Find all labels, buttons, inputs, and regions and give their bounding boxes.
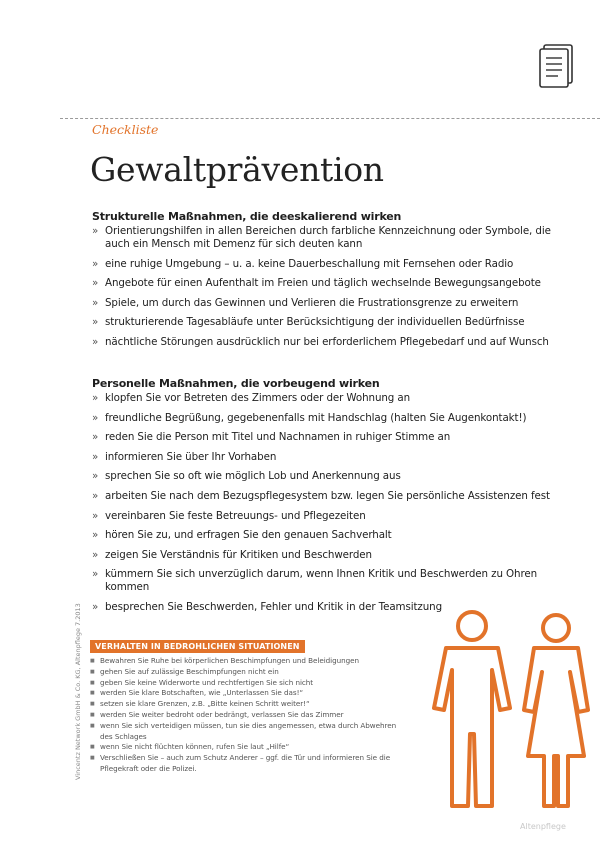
list-item: » arbeiten Sie nach dem Bezugspflegesystem bzw. legen Sie persönliche Assistenzen fest [92, 490, 572, 503]
list-item: ■ Verschließen Sie – auch zum Schutz Anderer – ggf. die Tür und informieren Sie die Pflegekraft oder die Polizei. [90, 753, 410, 775]
bullet-list [92, 392, 572, 614]
list-item: ■ werden Sie klare Botschaften, wie „Unterlassen Sie das!“ [90, 688, 410, 699]
section-personnel [92, 377, 572, 621]
bullet-list [92, 225, 572, 349]
list-item: » nächtliche Störungen ausdrücklich nur bei erforderlichem Pflegebedarf und auf Wunsch [92, 336, 572, 349]
list-item: » klopfen Sie vor Betreten des Zimmers oder der Wohnung an [92, 392, 572, 405]
box-list [90, 656, 410, 775]
list-item: » informieren Sie über Ihr Vorhaben [92, 451, 572, 464]
list-item: ■ Bewahren Sie Ruhe bei körperlichen Beschimpfungen und Beleidigungen [90, 656, 410, 667]
top-divider [60, 118, 600, 119]
page-footer: Altenpflege [520, 822, 566, 831]
list-item: ■ gehen Sie auf zulässige Beschimpfungen nicht ein [90, 667, 410, 678]
section-heading: Strukturelle Maßnahmen, die deeskalierend wirken [92, 210, 402, 223]
list-item: » freundliche Begrüßung, gegebenenfalls mit Handschlag (halten Sie Augenkontakt!) [92, 412, 572, 425]
section-structural [92, 210, 572, 356]
document-icon [538, 44, 576, 90]
list-item: » sprechen Sie so oft wie möglich Lob und Anerkennung aus [92, 470, 572, 483]
list-item: » zeigen Sie Verständnis für Kritiken und Beschwerden [92, 549, 572, 562]
person-man-woman-icon [430, 606, 600, 811]
list-item: » Spiele, um durch das Gewinnen und Verlieren die Frustrationsgrenze zu erweitern [92, 297, 572, 310]
list-item: » besprechen Sie Beschwerden, Fehler und Kritik in der Teamsitzung [92, 601, 572, 614]
info-box-threatening-situations [90, 634, 410, 775]
list-item: » reden Sie die Person mit Titel und Nachnamen in ruhiger Stimme an [92, 431, 572, 444]
list-item: » hören Sie zu, und erfragen Sie den genauen Sachverhalt [92, 529, 572, 542]
list-item: » Angebote für einen Aufenthalt im Freien und täglich wechselnde Bewegungsangebote [92, 277, 572, 290]
list-item: » vereinbaren Sie feste Betreuungs- und Pflegezeiten [92, 510, 572, 523]
list-item: » strukturierende Tagesabläufe unter Berücksichtigung der individuellen Bedürfnisse [92, 316, 572, 329]
list-item: » eine ruhige Umgebung – u. a. keine Dauerbeschallung mit Fernsehen oder Radio [92, 258, 572, 271]
list-item: » kümmern Sie sich unverzüglich darum, wenn Ihnen Kritik und Beschwerden zu Ohren kommen [92, 568, 572, 594]
section-heading: Personelle Maßnahmen, die vorbeugend wirken [92, 377, 380, 390]
box-heading: VERHALTEN IN BEDROHLICHEN SITUATIONEN [90, 640, 305, 653]
list-item: ■ wenn Sie nicht flüchten können, rufen Sie laut „Hilfe“ [90, 742, 410, 753]
list-item: ■ geben Sie keine Widerworte und rechtfertigen Sie sich nicht [90, 678, 410, 689]
page-title: Gewaltprävention [90, 150, 384, 189]
eyebrow-label: Checkliste [92, 122, 159, 137]
list-item: ■ wenn Sie sich verteidigen müssen, tun sie dies angemessen, etwa durch Abwehren des Schlages [90, 721, 410, 743]
list-item: » Orientierungshilfen in allen Bereichen durch farbliche Kennzeichnung oder Symbole, die auch ein Mensch mit Demenz für sich deuten kann [92, 225, 572, 251]
copyright-note: Vincentz Network GmbH & Co. KG, Altenpflege 7.2013 [74, 603, 82, 780]
list-item: ■ werden Sie weiter bedroht oder bedrängt, verlassen Sie das Zimmer [90, 710, 410, 721]
list-item: ■ setzen sie klare Grenzen, z.B. „Bitte keinen Schritt weiter!“ [90, 699, 410, 710]
